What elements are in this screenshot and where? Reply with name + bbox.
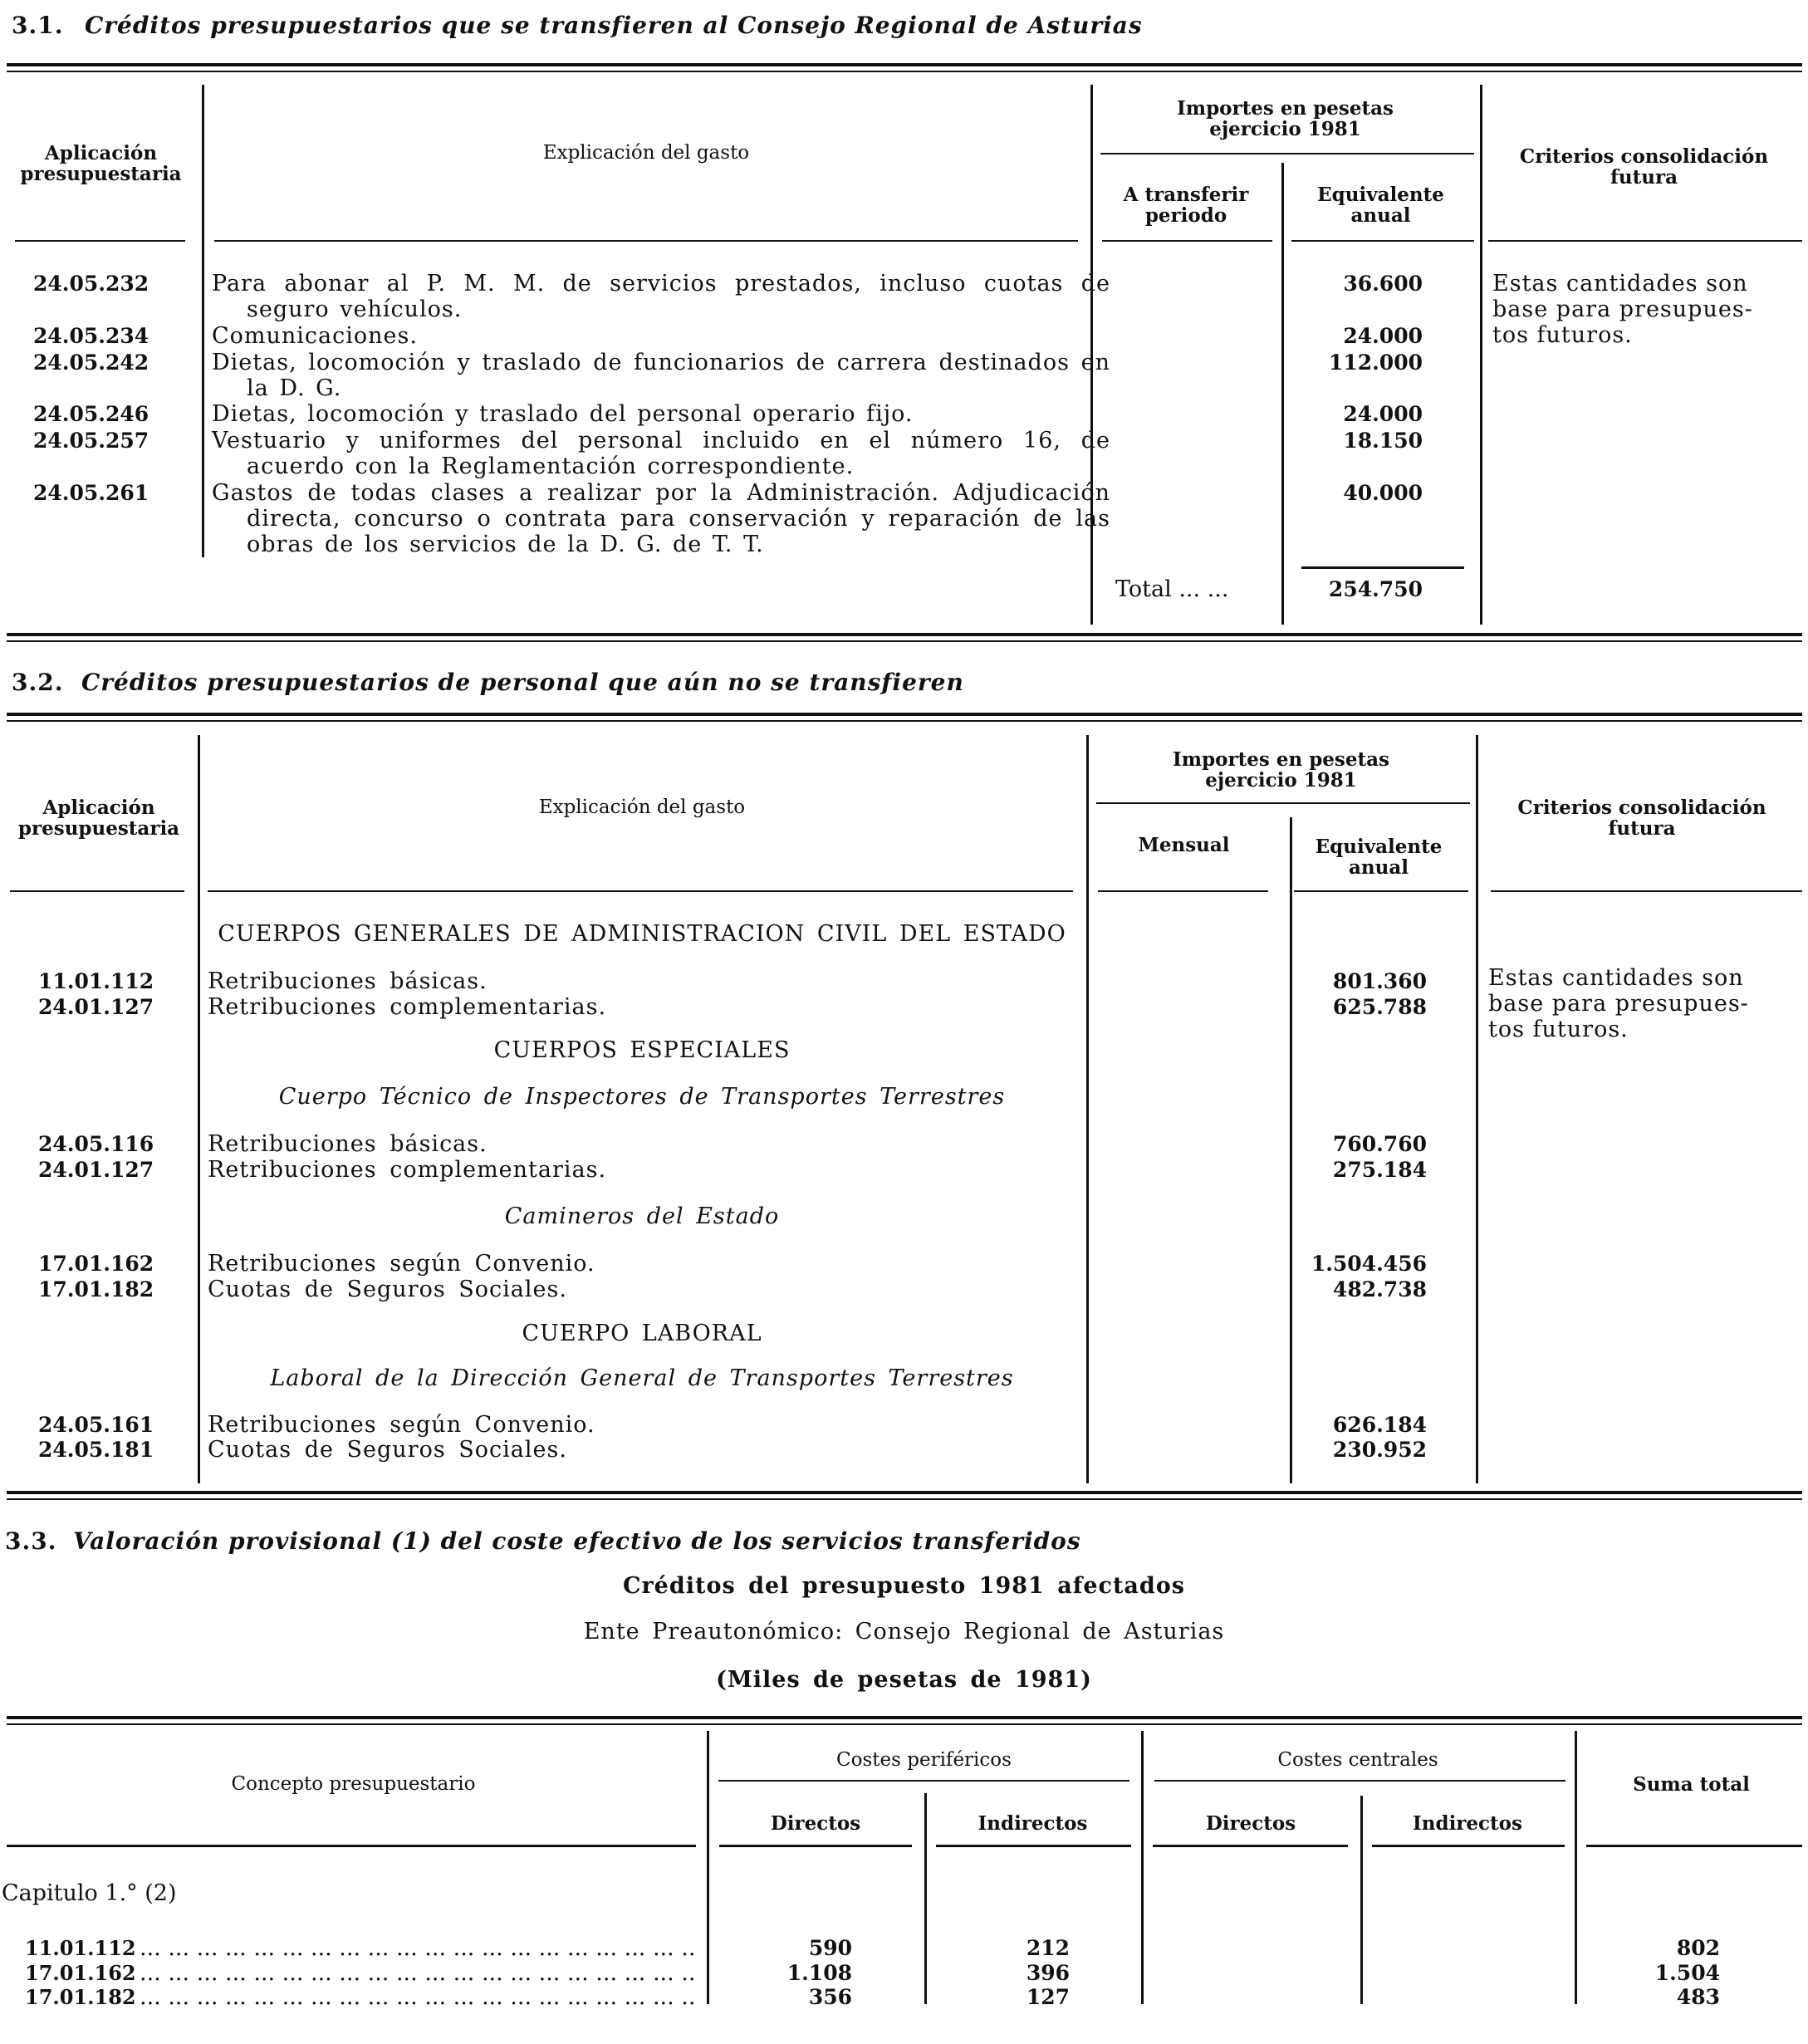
budget-code: 24.01.127: [38, 995, 154, 1020]
budget-code: 24.05.242: [33, 350, 149, 375]
header-importes: Importes en pesetas ejercicio 1981: [1177, 97, 1394, 140]
group-heading: CUERPO LABORAL: [522, 1321, 762, 1347]
budget-code: 24.05.161: [38, 1413, 154, 1438]
group-subheading: Laboral de la Dirección General de Transportes Terrestres: [270, 1365, 1014, 1391]
annual-amount: 112.000: [1328, 350, 1423, 375]
rule-line: [1372, 1845, 1565, 1847]
header-costes-perifericos: Costes periféricos: [836, 1749, 1012, 1771]
rule-line: [1480, 85, 1482, 625]
suma-total-value: 802: [1676, 1936, 1720, 1961]
annual-amount: 230.952: [1332, 1437, 1427, 1462]
section-title: Créditos presupuestarios que se transfieren al Consejo Regional de Asturias: [85, 12, 1143, 39]
group-heading: CUERPOS ESPECIALES: [493, 1037, 791, 1063]
expense-description: Para abonar al P. M. M. de servicios prestados, incluso cuotas de seguro vehículos.: [212, 271, 1110, 323]
rule-line: [1100, 153, 1474, 154]
header-cent-indirectos: Indirectos: [1413, 1812, 1522, 1835]
expense-description: Cuotas de Seguros Sociales.: [208, 1436, 567, 1463]
budget-code: 17.01.162: [38, 1251, 154, 1276]
header-perif-indirectos: Indirectos: [977, 1812, 1088, 1835]
rule-line: [7, 1498, 1802, 1500]
chapter-label: Capitulo 1.° (2): [2, 1880, 177, 1907]
rule-line: [10, 890, 184, 892]
rule-line: [1154, 1780, 1565, 1782]
perif-indirectos-value: 212: [1026, 1936, 1070, 1961]
header-criterios: Criterios consolidación futura: [1517, 797, 1766, 840]
group-subheading: Cuerpo Técnico de Inspectores de Transportes Terrestres: [278, 1084, 1006, 1110]
budget-code: 17.01.182: [25, 1985, 136, 2010]
annual-amount: 24.000: [1343, 402, 1423, 427]
rule-line: [7, 640, 1802, 642]
table-subtitle: Créditos del presupuesto 1981 afectados: [622, 1573, 1186, 1600]
perif-directos-value: 1.108: [786, 1961, 852, 1986]
budget-code: 24.05.261: [33, 480, 149, 505]
header-suma-total: Suma total: [1633, 1773, 1750, 1796]
rule-line: [1281, 163, 1284, 625]
expense-description: Retribuciones según Convenio.: [208, 1250, 595, 1277]
header-a-transferir: A transferir periodo: [1123, 184, 1249, 227]
criterios-text: Estas cantidades son base para presupues- tos futuros.: [1488, 965, 1749, 1043]
rule-line: [1294, 890, 1468, 892]
expense-description: Retribuciones según Convenio.: [208, 1412, 595, 1439]
rule-line: [7, 713, 1802, 716]
rule-line: [208, 890, 1073, 892]
annual-amount: 482.738: [1332, 1277, 1427, 1302]
rule-line: [1102, 240, 1272, 242]
rule-line: [7, 1491, 1802, 1494]
table-subtitle: (Miles de pesetas de 1981): [716, 1667, 1092, 1694]
annual-amount: 801.360: [1332, 968, 1427, 993]
annual-amount: 626.184: [1332, 1413, 1427, 1438]
expense-description: Retribuciones complementarias.: [208, 994, 607, 1021]
rule-line: [1491, 890, 1802, 892]
header-mensual: Mensual: [1138, 834, 1230, 856]
group-heading: CUERPOS GENERALES DE ADMINISTRACION CIVIL DEL ESTADO: [218, 921, 1066, 948]
header-equivalente: Equivalente anual: [1315, 836, 1443, 879]
rule-line: [718, 1780, 1129, 1782]
rule-line: [1096, 802, 1470, 804]
rule-line: [202, 85, 204, 557]
rule-line: [7, 71, 1802, 72]
expense-description: Cuotas de Seguros Sociales.: [208, 1277, 567, 1303]
rule-line: [7, 1716, 1802, 1719]
rule-line: [1086, 735, 1089, 1483]
rule-line: [719, 1845, 912, 1847]
header-cent-directos: Directos: [1205, 1812, 1296, 1835]
expense-description: Dietas, locomoción y traslado del personal operario fijo.: [212, 401, 914, 428]
perif-indirectos-value: 396: [1026, 1961, 1070, 1986]
rule-line: [1141, 1731, 1144, 2004]
rule-line: [214, 240, 1078, 242]
budget-code: 24.05.246: [33, 402, 149, 427]
annual-amount: 24.000: [1343, 324, 1423, 349]
header-explicacion: Explicación del gasto: [538, 797, 746, 818]
budget-code: 11.01.112: [38, 968, 154, 993]
expense-description: Vestuario y uniformes del personal incluido en el número 16, de acuerdo con la Reglamentación correspondiente.: [212, 427, 1110, 479]
expense-description: Dietas, locomoción y traslado de funcionarios de carrera destinados en la D. G.: [212, 349, 1110, 401]
section-title: Créditos presupuestarios de personal que aún no se transfieren: [81, 669, 964, 696]
rule-line: [7, 1723, 1802, 1725]
rule-line: [936, 1845, 1131, 1847]
perif-directos-value: 590: [808, 1936, 852, 1961]
rule-line: [7, 63, 1802, 66]
expense-description: Retribuciones básicas.: [208, 1130, 488, 1157]
budget-code: 24.05.181: [38, 1437, 154, 1462]
header-criterios: Criterios consolidación futura: [1519, 145, 1769, 189]
criterios-text: Estas cantidades son base para presupues- tos futuros.: [1492, 271, 1753, 349]
section-number: 3.2.: [12, 669, 64, 696]
annual-amount: 40.000: [1343, 480, 1423, 505]
section-number: 3.3.: [5, 1527, 57, 1555]
budget-code: 24.05.232: [33, 272, 149, 297]
header-importes: Importes en pesetas ejercicio 1981: [1173, 748, 1389, 792]
rule-line: [1098, 890, 1268, 892]
rule-line: [1291, 240, 1474, 242]
expense-description: Retribuciones básicas.: [208, 968, 488, 994]
rule-line: [1360, 1796, 1363, 2004]
budget-code: 24.01.127: [38, 1158, 154, 1183]
annual-amount: 625.788: [1332, 995, 1427, 1020]
rule-line: [1301, 566, 1464, 569]
rule-line: [1476, 735, 1478, 1483]
budget-code: 24.05.234: [33, 324, 149, 349]
budget-code: 24.05.257: [33, 428, 149, 453]
expense-description: Gastos de todas clases a realizar por la Administración. Adjudicación directa, concurso o contrata para conservación y reparación de las obras de los servicios de la D. G. de T. T.: [212, 479, 1110, 557]
rule-line: [1586, 1845, 1802, 1847]
header-equivalente: Equivalente anual: [1317, 184, 1444, 227]
perif-indirectos-value: 127: [1026, 1985, 1070, 2010]
expense-description: Retribuciones complementarias.: [208, 1157, 607, 1184]
section-number: 3.1.: [12, 12, 64, 39]
header-concepto: Concepto presupuestario: [231, 1773, 476, 1795]
total-amount: 254.750: [1328, 577, 1423, 602]
budget-code: 11.01.112: [25, 1936, 136, 1961]
section-title: Valoración provisional (1) del coste efectivo de los servicios transferidos: [73, 1527, 1081, 1555]
header-explicacion: Explicación del gasto: [542, 142, 750, 164]
dot-leader: [140, 1984, 694, 2010]
header-costes-centrales: Costes centrales: [1277, 1749, 1438, 1771]
header-aplicacion: Aplicación presupuestaria: [17, 797, 180, 840]
rule-line: [15, 240, 185, 242]
table-subtitle: Ente Preautonómico: Consejo Regional de Asturias: [583, 1619, 1225, 1645]
total-label: Total ... ...: [1115, 576, 1229, 603]
rule-line: [7, 633, 1802, 636]
budget-code: 17.01.182: [38, 1277, 154, 1302]
suma-total-value: 1.504: [1654, 1961, 1720, 1986]
perif-directos-value: 356: [808, 1985, 852, 2010]
annual-amount: 36.600: [1343, 272, 1423, 297]
budget-code: 17.01.162: [25, 1961, 136, 1986]
rule-line: [7, 720, 1802, 722]
annual-amount: 18.150: [1343, 428, 1423, 453]
annual-amount: 760.760: [1332, 1131, 1427, 1156]
suma-total-value: 483: [1676, 1985, 1720, 2010]
expense-description: Comunicaciones.: [212, 323, 418, 350]
rule-line: [1488, 240, 1802, 242]
dot-leader: [140, 1960, 694, 1986]
annual-amount: 275.184: [1332, 1158, 1427, 1183]
header-aplicacion: Aplicación presupuestaria: [20, 142, 182, 185]
rule-line: [7, 1845, 696, 1847]
budget-code: 24.05.116: [38, 1131, 154, 1156]
rule-line: [1153, 1845, 1348, 1847]
header-perif-directos: Directos: [770, 1812, 861, 1835]
dot-leader: [140, 1935, 694, 1961]
group-subheading: Camineros del Estado: [504, 1203, 780, 1230]
annual-amount: 1.504.456: [1311, 1251, 1427, 1276]
